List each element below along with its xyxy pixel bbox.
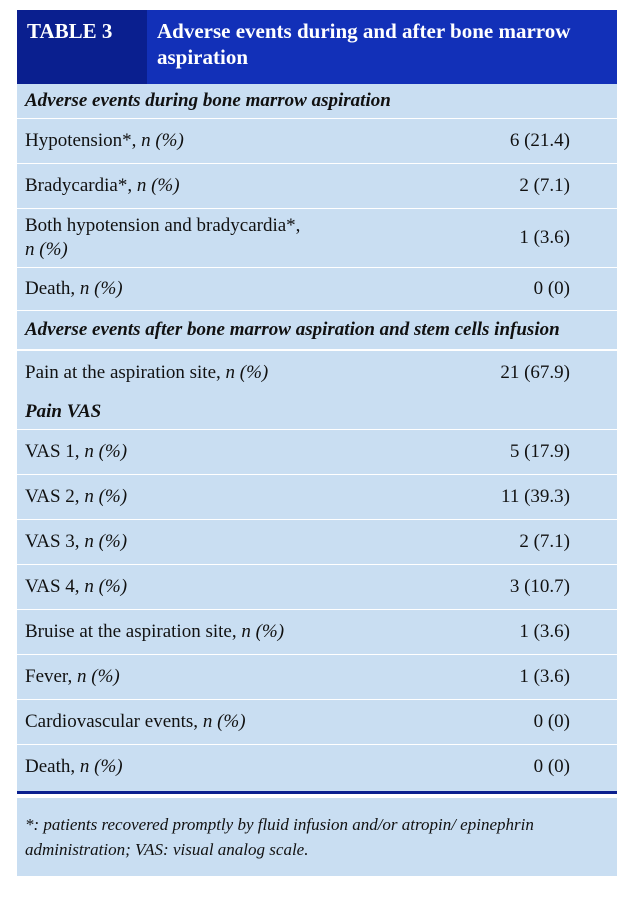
table-row [17, 699, 617, 744]
table-row [17, 163, 617, 208]
row-unit: n (%) [225, 362, 269, 383]
row-value: 5 (17.9) [509, 441, 570, 462]
table-row [17, 564, 617, 609]
row-label-text: Fever, [25, 666, 77, 687]
row-label [17, 129, 420, 153]
table-row [17, 609, 617, 654]
row-value: 0 (0) [533, 711, 570, 732]
row-label-text: VAS 3, [25, 531, 85, 552]
row-label-text: Bradycardia*, [25, 175, 137, 196]
row-unit: n (%) [84, 576, 128, 597]
row-label-text: VAS 2, [25, 486, 85, 507]
row-value: 0 (0) [533, 756, 570, 777]
row-value: 1 (3.6) [519, 227, 570, 248]
row-label-text: Pain at the aspiration site, [25, 362, 226, 383]
row-label [17, 620, 420, 644]
section-heading-during: Adverse events during bone marrow aspiration [25, 90, 391, 111]
row-label-text: Death, [25, 756, 80, 777]
row-unit: n (%) [25, 239, 68, 260]
row-unit: n (%) [84, 441, 128, 462]
row-value: 3 (10.7) [509, 576, 570, 597]
row-value: 11 (39.3) [501, 486, 570, 507]
row-unit: n (%) [77, 666, 120, 687]
table-row [17, 267, 617, 310]
row-unit: n (%) [202, 711, 246, 732]
row-unit: n (%) [136, 175, 180, 196]
row-label-text: Bruise at the aspiration site, [25, 621, 242, 642]
row-label-text: VAS 1, [25, 441, 85, 462]
table-label: TABLE 3 [27, 19, 113, 43]
row-label-text: Death, [25, 278, 80, 299]
table-header [17, 10, 617, 84]
row-unit: n (%) [84, 531, 128, 552]
table-row [17, 118, 617, 163]
row-label [17, 214, 420, 262]
row-label [17, 485, 420, 509]
row-label-text: Hypotension*, [25, 130, 142, 151]
row-value: 1 (3.6) [519, 666, 570, 687]
table-row [17, 429, 617, 474]
row-label [17, 277, 420, 301]
row-value: 2 (7.1) [519, 175, 570, 196]
row-label [17, 361, 420, 385]
row-label [17, 710, 420, 734]
row-label [17, 755, 420, 779]
row-value: 6 (21.4) [509, 130, 570, 151]
adverse-events-table [17, 10, 617, 876]
row-unit: n (%) [241, 621, 285, 642]
section-heading-after: Adverse events after bone marrow aspiration and stem cells infusion [17, 310, 617, 349]
row-unit: n (%) [141, 130, 184, 151]
table-footnote: *: patients recovered promptly by fluid infusion and/or atropin/ epinephrin administration; VAS: visual analog scale. [17, 794, 617, 876]
table-row [17, 744, 617, 789]
row-label-text: VAS 4, [25, 576, 85, 597]
row-unit: n (%) [79, 756, 123, 777]
row-unit: n (%) [84, 486, 128, 507]
row-label [17, 174, 420, 198]
table-row [17, 349, 617, 395]
section-heading-pain-vas: Pain VAS [25, 401, 102, 422]
row-label [17, 530, 420, 554]
table-row [17, 474, 617, 519]
row-value: 2 (7.1) [519, 531, 570, 552]
table-title: Adverse events during and after bone marrow aspiration [147, 10, 617, 84]
row-value: 1 (3.6) [519, 621, 570, 642]
row-label [17, 665, 420, 689]
row-label [17, 440, 420, 464]
row-value: 21 (67.9) [500, 362, 570, 383]
table-row [17, 519, 617, 564]
table-row [17, 208, 617, 267]
table-body [17, 84, 617, 791]
row-value: 0 (0) [533, 278, 570, 299]
table-row [17, 654, 617, 699]
row-label-text: Both hypotension and bradycardia*, [25, 215, 301, 236]
row-label-text: Cardiovascular events, [25, 711, 203, 732]
row-unit: n (%) [79, 278, 123, 299]
row-label [17, 575, 420, 599]
